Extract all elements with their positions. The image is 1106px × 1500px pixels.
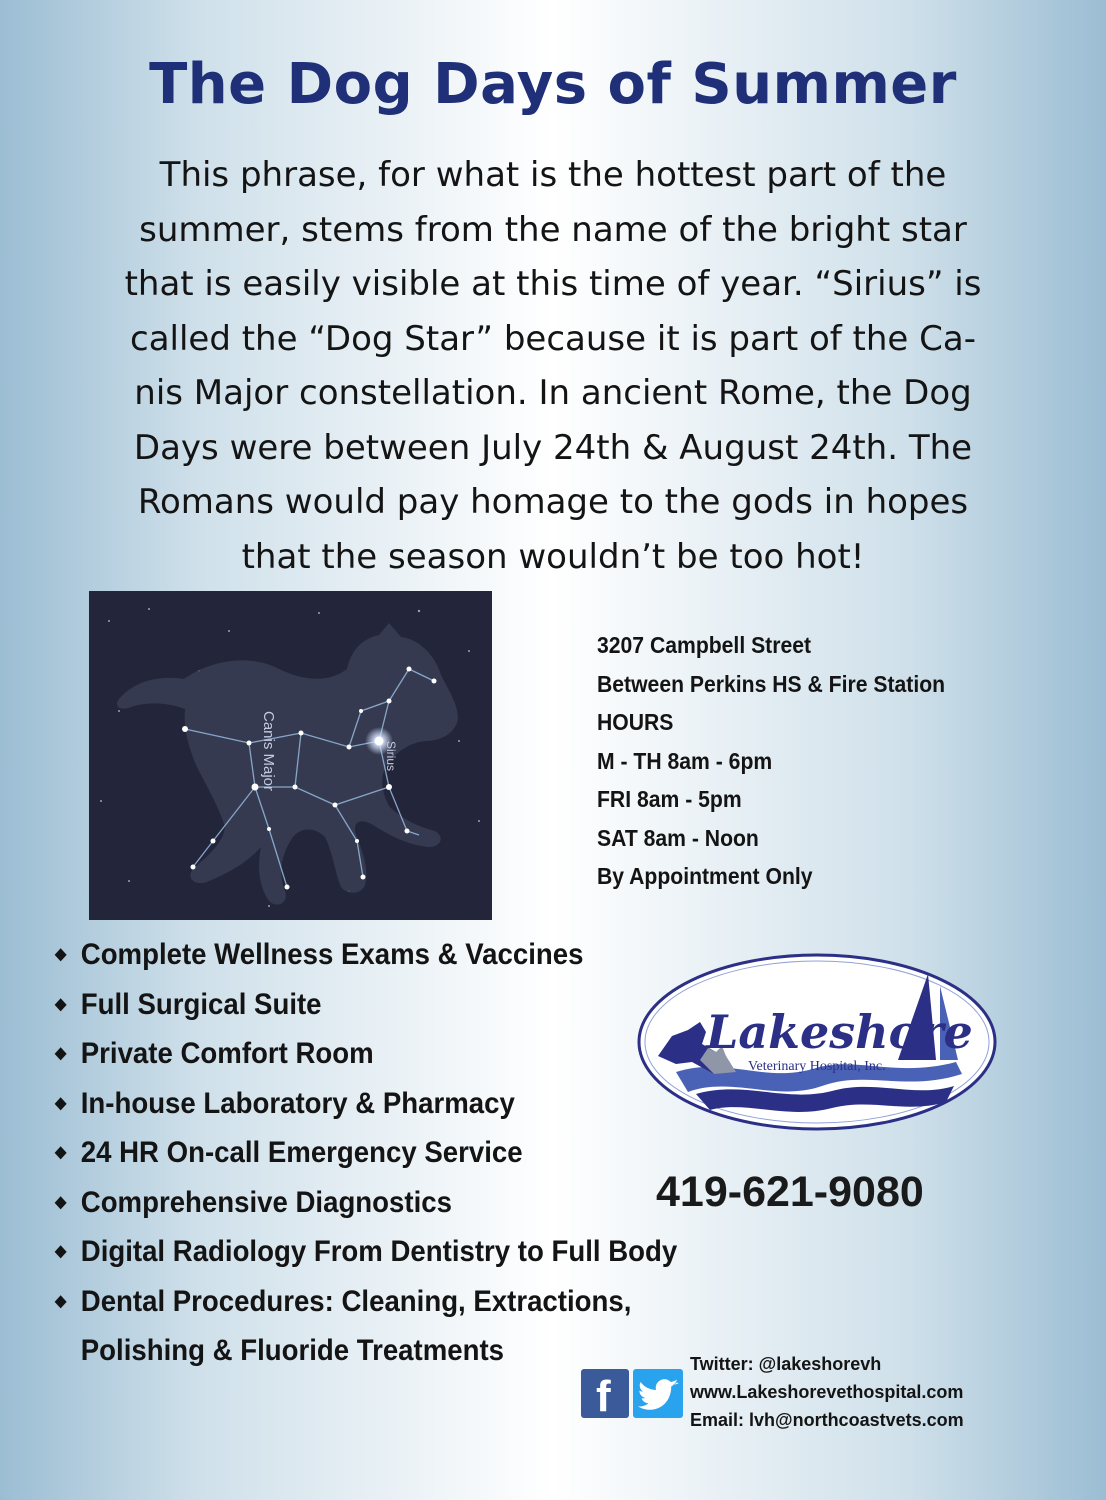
canis-major-image xyxy=(89,591,492,920)
location-note: Between Perkins HS & Fire Station xyxy=(597,670,946,697)
constellation-label: Canis Major xyxy=(260,711,277,792)
list-item: ◆ Digital Radiology From Dentistry to Full Body xyxy=(55,1227,717,1277)
twitter-handle[interactable]: Twitter: @lakeshorevh xyxy=(690,1354,882,1374)
hours-friday: FRI 8am - 5pm xyxy=(597,786,742,812)
lakeshore-logo xyxy=(636,952,998,1132)
intro-line: Days were between July 24th & August 24th. The xyxy=(133,427,973,468)
intro-line: nis Major constellation. In ancient Rome, the Dog xyxy=(134,373,972,413)
address: 3207 Campbell Street xyxy=(597,632,812,658)
diamond-bullet-icon: ◆ xyxy=(55,1094,67,1112)
twitter-icon[interactable] xyxy=(633,1369,683,1418)
diamond-bullet-icon: ◆ xyxy=(55,1193,67,1211)
hours-weekday: M - TH 8am - 6pm xyxy=(597,747,773,774)
facebook-icon[interactable]: f xyxy=(581,1369,629,1418)
logo-subtitle: Veterinary Hospital, Inc. xyxy=(748,1059,886,1074)
list-item: ◆ Private Comfort Room xyxy=(55,1029,717,1079)
diamond-bullet-icon: ◆ xyxy=(55,1243,67,1260)
list-item-continuation: Polishing & Fluoride Treatments xyxy=(80,1334,505,1367)
diamond-bullet-icon: ◆ xyxy=(55,1045,67,1062)
website-link[interactable]: www.Lakeshorevethospital.com xyxy=(690,1382,964,1402)
list-item: ◆ In-house Laboratory & Pharmacy xyxy=(55,1079,717,1129)
phone-number[interactable]: 419-621-9080 xyxy=(656,1168,924,1216)
intro-line: Romans would pay homage to the gods in hopes xyxy=(137,482,969,522)
logo-wordmark: Lakeshore xyxy=(706,1005,973,1059)
intro-paragraph xyxy=(85,148,1021,584)
list-item: ◆ Dental Procedures: Cleaning, Extractions, Polishing & Fluoride Treatments xyxy=(55,1277,717,1376)
intro-line: that is easily visible at this time of year. “Sirius” is xyxy=(124,264,982,304)
appointment-note: By Appointment Only xyxy=(597,863,813,889)
intro-line: called the “Dog Star” because it is part of the Ca- xyxy=(130,318,976,359)
intro-line: summer, stems from the name of the bright star xyxy=(139,209,967,250)
contact-details xyxy=(690,1350,964,1434)
sirius-label: Sirius xyxy=(384,741,398,772)
list-item: ◆ Complete Wellness Exams & Vaccines xyxy=(55,930,717,980)
diamond-bullet-icon: ◆ xyxy=(55,995,67,1013)
diamond-bullet-icon: ◆ xyxy=(55,946,67,963)
list-item: ◆ Full Surgical Suite xyxy=(55,980,717,1030)
email-address[interactable]: Email: lvh@northcoastvets.com xyxy=(690,1410,964,1430)
hours-heading: HOURS xyxy=(597,709,674,735)
diamond-bullet-icon: ◆ xyxy=(55,1144,67,1161)
constellation-illustration xyxy=(89,591,492,920)
intro-line: that the season wouldn’t be too hot! xyxy=(241,536,865,577)
list-item: ◆ Comprehensive Diagnostics xyxy=(55,1178,717,1228)
page-title: The Dog Days of Summer xyxy=(149,52,957,117)
diamond-bullet-icon: ◆ xyxy=(55,1292,67,1310)
intro-line: This phrase, for what is the hottest part of the xyxy=(159,155,947,195)
hours-saturday: SAT 8am - Noon xyxy=(597,824,759,851)
list-item: ◆ 24 HR On-call Emergency Service xyxy=(55,1128,717,1178)
clinic-info xyxy=(597,626,1020,896)
